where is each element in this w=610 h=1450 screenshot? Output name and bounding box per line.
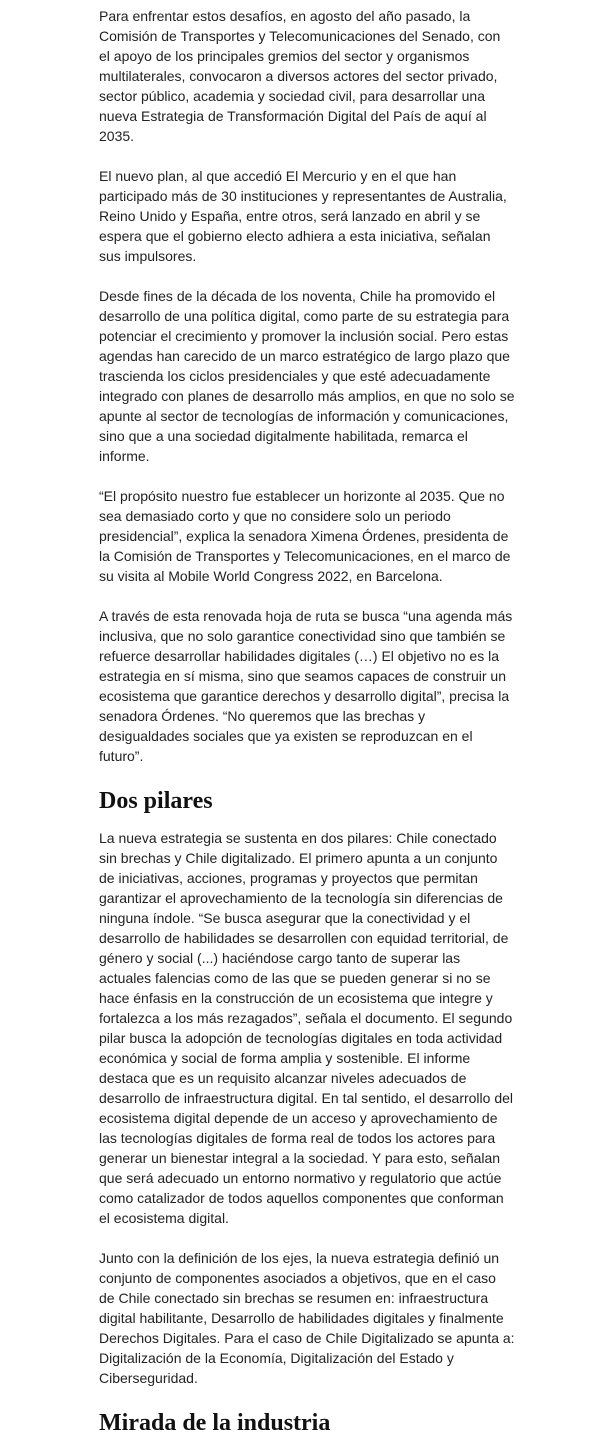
paragraph-desafios: Para enfrentar estos desafíos, en agosto del año pasado, la Comisión de Transportes y Telecomunicaciones del Senado, con el apoyo de los principales gremios del sector y organismos multilaterales, convocaron a diversos actores del sector privado, sector público, academia y sociedad civil, para desarrollar una nueva Estrategia de Transformación Digital del País de aquí al 2035. <box>99 8 501 144</box>
paragraph-hoja-de-ruta: A través de esta renovada hoja de ruta se busca “una agenda más inclusiva, que no solo garantice conectividad sino que también se refuerce desarrollar habilidades digitales (…) El objetivo no es la estrategia en sí misma, sino que seamos capaces de construir un ecosistema que garantice derechos y desarrollo digital”, precisa la senadora Órdenes. “No queremos que las brechas y desigualdades sociales que ya existen se reproduzcan en el futuro”. <box>99 608 513 764</box>
paragraph-nuevo-plan: El nuevo plan, al que accedió El Mercurio y en el que han participado más de 30 instituciones y representantes de Australia, Reino Unido y España, entre otros, será lanzado en abril y se espera que el gobierno electo adhiera a esta iniciativa, señalan sus impulsores. <box>99 168 507 264</box>
heading-dos-pilares: Dos pilares <box>99 788 213 814</box>
paragraph-pilares: La nueva estrategia se sustenta en dos pilares: Chile conectado sin brechas y Chile digitalizado. El primero apunta a un conjunto de iniciativas, acciones, programas y proyectos que permitan garantizar el aprovechamiento de la tecnología sin diferencias de ninguna índole. “Se busca asegurar que la conectividad y el desarrollo de habilidades se desarrollen con equidad territorial, de género y social (...) haciéndose cargo tanto de superar las actuales falencias como de las que se pueden generar si no se hace énfasis en la construcción de un ecosistema que integre y fortalezca a los más rezagados”, señala el documento. El segundo pilar busca la adopción de tecnologías digitales en toda actividad económica y social de forma amplia y sostenible. El informe destaca que es un requisito alcanzar niveles adecuados de desarrollo de infraestructura digital. En tal sentido, el desarrollo del ecosistema digital depende de un acceso y aprovechamiento de las tecnologías digitales de forma real de todos los actores para generar un bienestar integral a la sociedad. Y para esto, señalan que será adecuado un entorno normativo y regulatorio que actúe como catalizador de todos aquellos componentes que conforman el ecosistema digital. <box>99 830 514 1226</box>
paragraph-cita-ordenes: “El propósito nuestro fue establecer un horizonte al 2035. Que no sea demasiado corto y que no considere solo un periodo presidencial”, explica la senadora Ximena Órdenes, presidenta de la Comisión de Transportes y Telecomunicaciones, en el marco de su visita al Mobile World Congress 2022, en Barcelona. <box>99 488 511 584</box>
paragraph-componentes: Junto con la definición de los ejes, la nueva estrategia definió un conjunto de componentes asociados a objetivos, que en el caso de Chile conectado sin brechas se resumen en: infraestructura digital habilitante, Desarrollo de habilidades digitales y finalmente Derechos Digitales. Para el caso de Chile Digitalizado se apunta a: Digitalización de la Economía, Digitalización del Estado y Ciberseguridad. <box>99 1250 515 1386</box>
heading-mirada-industria: Mirada de la industria <box>99 1410 331 1436</box>
article-body <box>99 6 515 1450</box>
paragraph-politica-digital: Desde fines de la década de los noventa, Chile ha promovido el desarrollo de una política digital, como parte de su estrategia para potenciar el crecimiento y promover la inclusión social. Pero estas agendas han carecido de un marco estratégico de largo plazo que trascienda los ciclos presidenciales y que esté adecuadamente integrado con planes de desarrollo más amplios, en que no solo se apunte al sector de tecnologías de información y comunicaciones, sino que a una sociedad digitalmente habilitada, remarca el informe. <box>99 288 515 464</box>
